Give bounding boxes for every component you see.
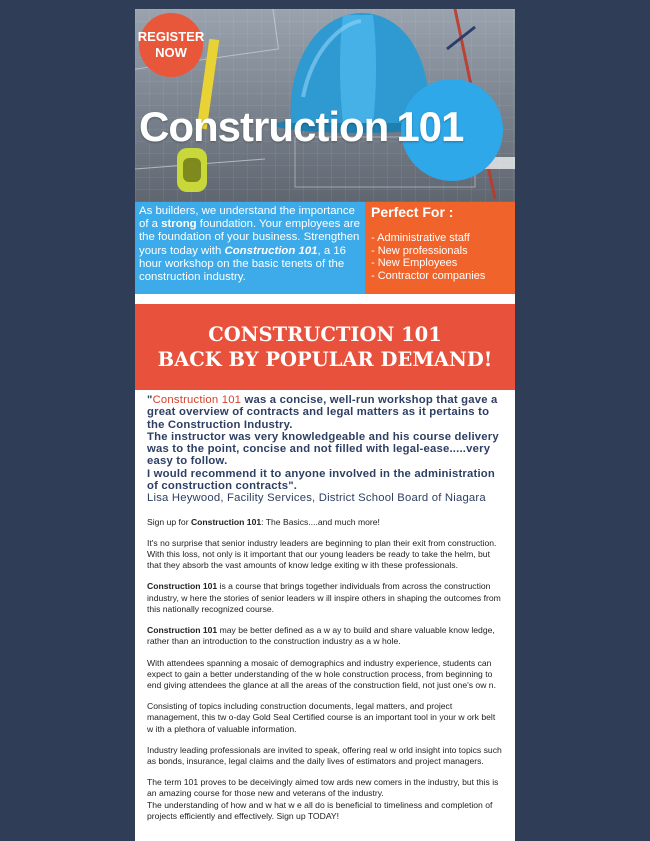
headline-line2: BACK BY POPULAR DEMAND! [157, 348, 493, 371]
signup-line [147, 517, 503, 528]
main-content [135, 390, 515, 822]
testimonial-line2: The instructor was very knowledgeable and his course delivery was to the point, concise and not filled with legal-ease.....very easy to follow. [147, 430, 499, 468]
paragraph: Consisting of topics including construction documents, legal matters, and project management, this tw o-day Gold Seal Certified course is an important tool in your w ork belt w ith a plethora of valuable information. [147, 701, 496, 734]
register-now-button[interactable] [139, 13, 203, 77]
perfect-for-item: - New Employees [371, 257, 509, 270]
paragraph: It's no surprise that senior industry leaders are beginning to plan their exit from construction. With this loss, not only is it important that our young leaders be ready to take the helm, but that they absorb the vast amounts of know ledge exiting w ith these professionals. [147, 537, 497, 571]
intro-part3: , a 16 hour workshop on the basic tenets of the construction industry. [139, 244, 347, 284]
paragraph [147, 625, 503, 647]
perfect-for-item: - New professionals [371, 245, 509, 258]
hero-title-number: 101 [396, 103, 464, 150]
register-label-line1: REGISTER [137, 29, 205, 44]
paragraph-text: The understanding of how and w hat w e all do is beneficial to timeliness and completion of projects efficiently and effectively. Sign up TODAY! [147, 799, 493, 821]
hero-title-word: Construction [139, 103, 389, 150]
intro-part2: foundation. Your employees are the foundation of your business. Strengthen yours today with [139, 218, 360, 257]
intro-strong: strong [161, 218, 197, 231]
headline-banner [135, 304, 515, 390]
paragraph: With attendees spanning a mosaic of demographics and industry experience, students can expect to gain a better understanding of the w hole construction process, from beginning to end giving attendees the glance at all the areas of the construction field, not just one's ow n. [147, 657, 496, 690]
testimonial-course-name: Construction 101 [152, 394, 242, 406]
hero-banner [135, 9, 515, 202]
paragraph-text: is a course that brings together individuals from across the construction industry, w here the stories of senior leaders w ill inspire others in shaping the outcomes from this nationally recognized course. [147, 581, 501, 614]
perfect-for-item: - Administrative staff [371, 232, 509, 245]
section-divider [135, 294, 515, 304]
info-band [135, 202, 515, 294]
signup-pre: Sign up for [147, 516, 191, 527]
perfect-for-item: - Contractor companies [371, 270, 509, 283]
testimonial-line1: was a concise, well-run workshop that gave a great overview of contracts and legal matters as it pertains to the Construction Industry. [147, 394, 498, 431]
paragraph [147, 777, 503, 822]
paragraph-text: may be better defined as a w ay to build and share valuable know ledge, rather than an introduction to the construction industry as a w hole. [147, 625, 495, 647]
register-label-line2: NOW [155, 45, 187, 60]
intro-course: Construction 101 [224, 244, 318, 257]
paragraph: Industry leading professionals are invited to speak, offering real w orld insight into topics such as bonds, insurance, legal claims and the daily lives of estimators and project managers. [147, 744, 502, 766]
newsletter-page [135, 9, 515, 841]
intro-text [135, 202, 365, 294]
testimonial-quote-mark: " [147, 394, 153, 406]
signup-course: Construction 101 [190, 516, 262, 527]
perfect-for-list [371, 232, 509, 282]
hero-title [139, 103, 463, 151]
intro-part1: As builders, we understand the importance of a [139, 205, 355, 231]
paragraph-bold: Construction 101 [147, 625, 218, 636]
signup-post: : The Basics....and much more! [261, 516, 380, 527]
testimonial-line3: I would recommend it to anyone involved in the administration of construction contracts". [147, 467, 496, 493]
perfect-for-heading: Perfect For : [371, 204, 454, 220]
paragraph-bold: Construction 101 [147, 581, 218, 592]
perfect-for-box [365, 202, 515, 294]
paragraph-text: The term 101 proves to be deceivingly aimed tow ards new comers in the industry, but this is an amazing course for those new and veterans of the industry. [147, 777, 499, 799]
testimonial-author: Lisa Heywood, Facility Services, District School Board of Niagara [147, 492, 486, 505]
paragraph [147, 581, 503, 615]
headline-line1: CONSTRUCTION 101 [208, 323, 442, 346]
tape-measure-image [175, 144, 209, 194]
testimonial [147, 394, 503, 505]
